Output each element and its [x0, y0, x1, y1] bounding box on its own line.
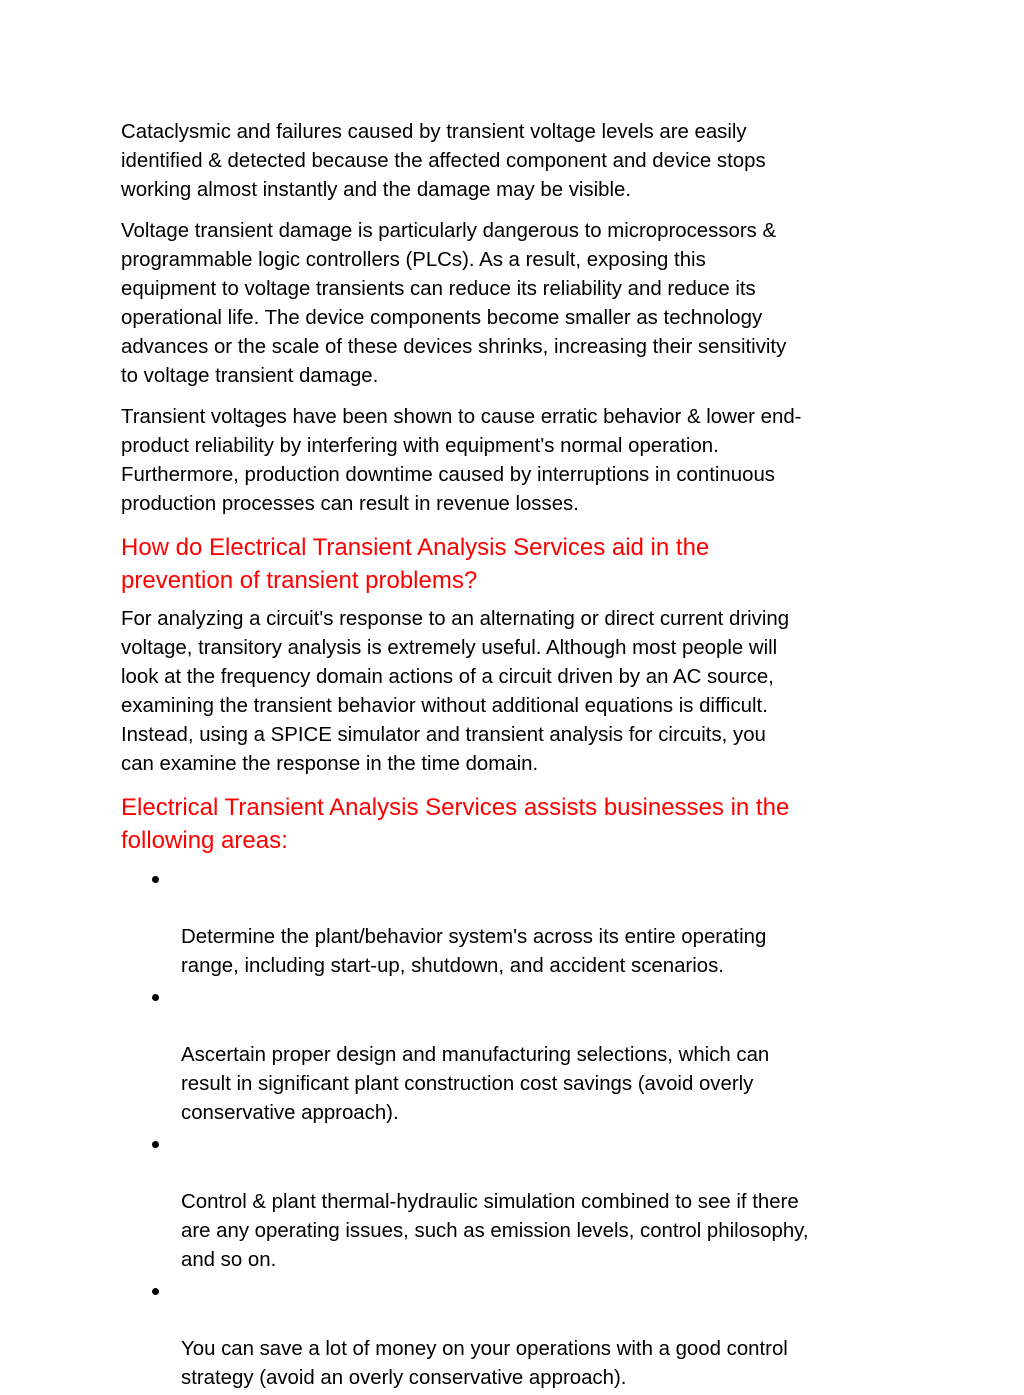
- list-item-text: Determine the plant/behavior system's across its entire operating range, including start-up, shutdown, and accident scenarios.: [181, 926, 767, 977]
- list-item: [121, 983, 921, 1128]
- heading-prevention-question: How do Electrical Transient Analysis Services aid in the prevention of transient problems?: [121, 534, 710, 594]
- list-item-text: Control & plant thermal-hydraulic simulation combined to see if there are any operating issues, such as emission levels, control philosophy, and so on.: [181, 1191, 809, 1271]
- list-item-text: Ascertain proper design and manufacturing selections, which can result in significant plant construction cost savings (avoid overly conservative approach).: [181, 1044, 770, 1124]
- paragraph-cataclysmic-failures: Cataclysmic and failures caused by transient voltage levels are easily identified & detected because the affected component and device stops working almost instantly and the damage may be visible.: [121, 121, 766, 201]
- paragraph-transient-voltages: Transient voltages have been shown to cause erratic behavior & lower end- product reliability by interfering with equipment's normal operation. Furthermore, production downtime caused by interruptions in continuous production processes can result in revenue losses.: [121, 406, 802, 515]
- document-body: [121, 118, 921, 1395]
- heading-business-areas: Electrical Transient Analysis Services assists businesses in the following areas:: [121, 794, 790, 854]
- bullet-icon: [152, 994, 159, 1001]
- bullet-icon: [152, 1288, 159, 1295]
- paragraph-circuit-analysis: For analyzing a circuit's response to an alternating or direct current driving voltage, transitory analysis is extremely useful. Although most people will look at the frequency domain actions of a circuit driven by an AC source, examining the transient behavior without additional equations is difficult. Instead, using a SPICE simulator and transient analysis for circuits, you can examine the response in the time domain.: [121, 608, 790, 775]
- bullet-icon: [152, 1141, 159, 1148]
- list-item: [121, 1277, 921, 1393]
- list-item: [121, 865, 921, 981]
- bullet-list: [121, 865, 921, 1393]
- paragraph-voltage-transient-damage: Voltage transient damage is particularly dangerous to microprocessors & programmable logic controllers (PLCs). As a result, exposing this equipment to voltage transients can reduce its reliability and reduce its operational life. The device components become smaller as technology advances or the scale of these devices shrinks, increasing their sensitivity to voltage transient damage.: [121, 220, 787, 387]
- list-item-text: You can save a lot of money on your operations with a good control strategy (avoid an overly conservative approach).: [181, 1338, 788, 1389]
- bullet-icon: [152, 876, 159, 883]
- list-item: [121, 1130, 921, 1275]
